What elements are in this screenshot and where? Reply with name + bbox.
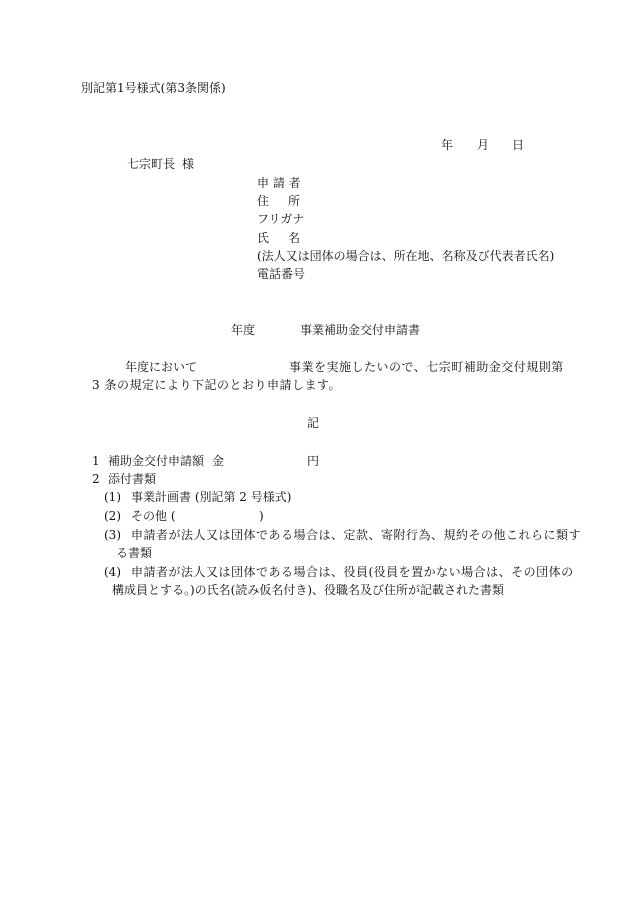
sub4-text-line2: 構成員とする。)の氏名(読み仮名付き)、役職名及び住所が記載された書類	[112, 583, 505, 597]
item2-label: 添付書類	[108, 472, 157, 486]
sub3-text-line1: 申請者が法人又は団体である場合は、定款、寄附行為、規約その他これらに類す	[131, 528, 582, 542]
applicant-heading: 申 請 者	[257, 176, 301, 190]
furigana-label: フリガナ	[257, 212, 305, 226]
date-month-label: 月	[477, 138, 490, 152]
sub1-number: (1)	[104, 490, 121, 504]
sub4-number: (4)	[104, 565, 121, 579]
item1-number: 1	[92, 454, 100, 468]
document-title: 事業補助金交付申請書	[300, 323, 421, 337]
name-label-1: 氏	[257, 231, 270, 245]
sub4-text-line1: 申請者が法人又は団体である場合は、役員(役員を置かない場合は、その団体の	[131, 565, 574, 579]
title-year-label: 年度	[231, 323, 256, 337]
date-year-label: 年	[441, 138, 454, 152]
sub3-text-line2: る書類	[116, 546, 153, 560]
sub2-close-paren: )	[259, 509, 264, 523]
item1-kin: 金	[212, 454, 225, 468]
address-label-2: 所	[288, 194, 301, 208]
item2-number: 2	[92, 472, 100, 486]
sub3-number: (3)	[104, 528, 121, 542]
item1-label: 補助金交付申請額	[108, 454, 205, 468]
address-label-1: 住	[257, 194, 270, 208]
body-line1-end: 事業を実施したいので、七宗町補助金交付規則第	[289, 360, 564, 374]
sub2-number: (2)	[104, 509, 121, 523]
date-day-label: 日	[512, 138, 525, 152]
corporate-note: (法人又は団体の場合は、所在地、名称及び代表者氏名)	[257, 249, 555, 263]
item1-yen: 円	[307, 454, 320, 468]
body-line2: 3 条の規定により下記のとおり申請します。	[92, 378, 341, 392]
sub1-text: 事業計画書 (別記第 2 号様式)	[131, 490, 292, 504]
body-line1-start: 年度において	[125, 360, 198, 374]
phone-label: 電話番号	[257, 267, 306, 281]
form-number: 別記第1号様式(第3条関係)	[81, 81, 226, 95]
addressee-honorific: 様	[182, 157, 195, 171]
addressee-name: 七宗町長	[127, 157, 176, 171]
sub2-text: その他 (	[131, 509, 176, 523]
ki-heading: 記	[307, 416, 320, 430]
name-label-2: 名	[288, 231, 301, 245]
